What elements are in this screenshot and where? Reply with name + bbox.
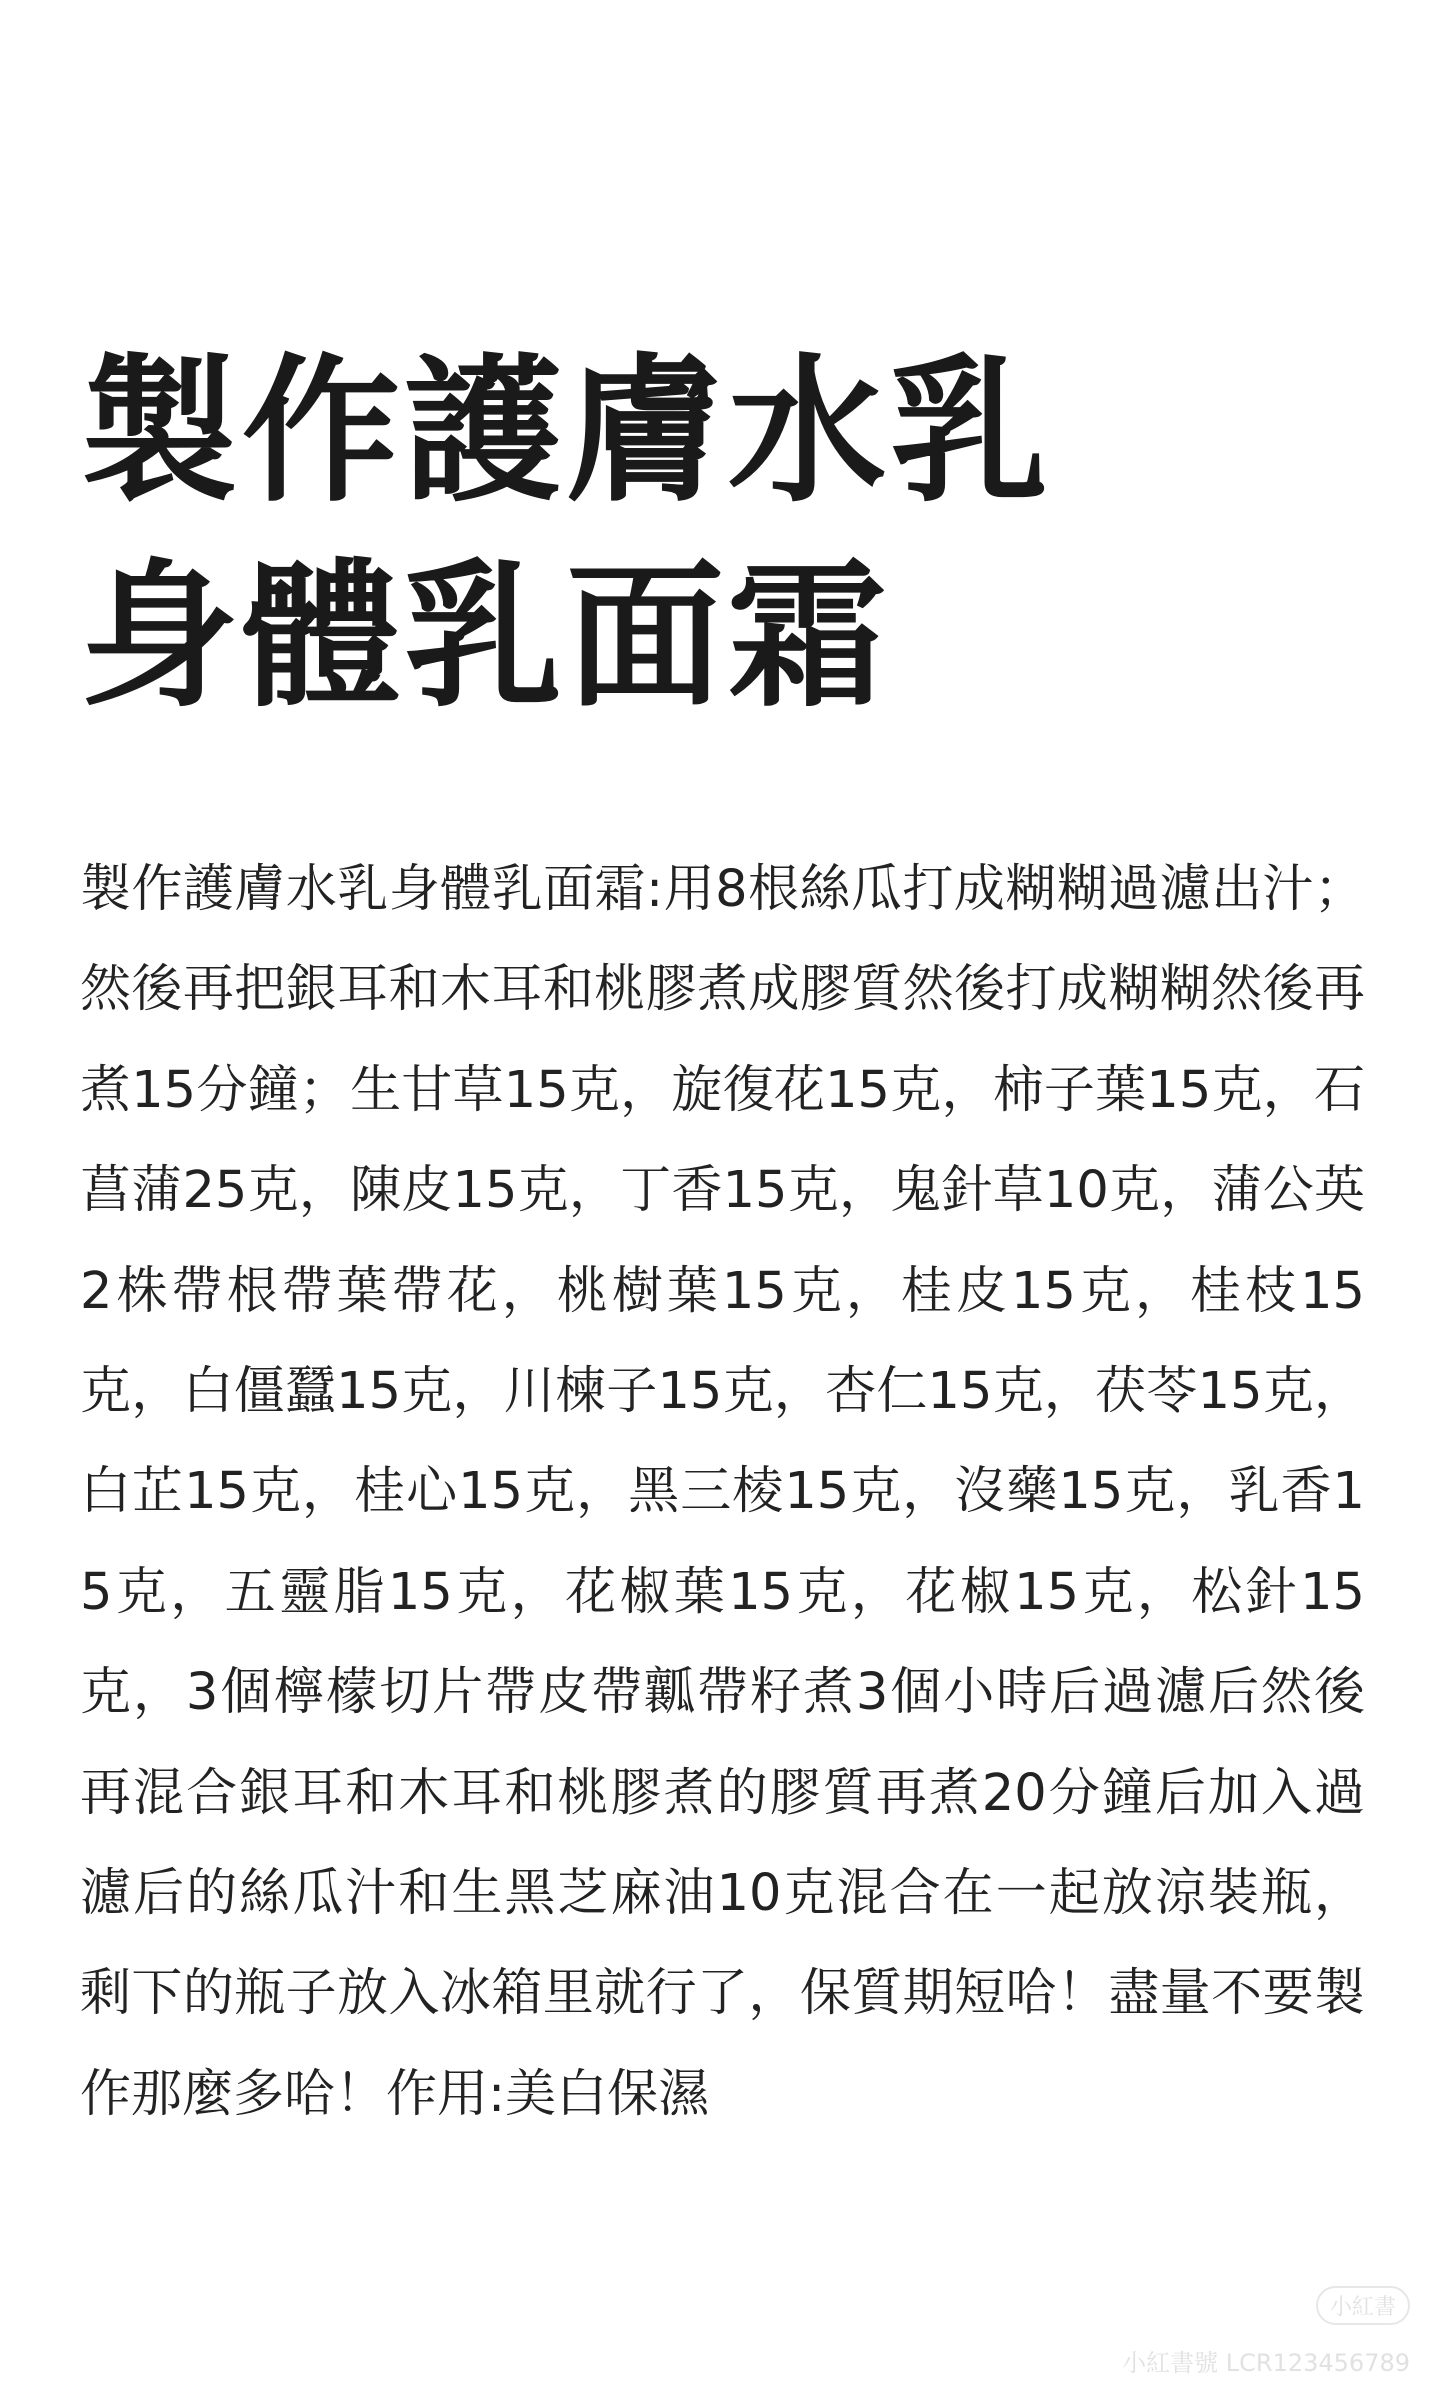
post-title (80, 330, 1360, 740)
watermark (1122, 2286, 1410, 2378)
title-line-1: 製作護膚水乳 (80, 340, 1052, 524)
watermark-text: 小紅書號 LCR123456789 (1122, 2349, 1410, 2377)
title-line-2: 身體乳面霜 (80, 545, 890, 729)
watermark-logo: 小紅書 (1316, 2286, 1410, 2325)
post-body: 製作護膚水乳身體乳面霜:用8根絲瓜打成糊糊過濾出汁；然後再把銀耳和木耳和桃膠煮成膠質然後打成糊糊然後再煮15分鐘；生甘草15克，旋復花15克，柿子葉15克，石菖蒲25克，陳皮15克，丁香15克，鬼針草10克，蒲公英2株帶根帶葉帶花，桃樹葉15克，桂皮15克，桂枝15克，白僵蠶15克，川楝子15克，杏仁15克，茯苓15克，白芷15克，桂心15克，黑三棱15克，沒藥15克，乳香15克，五靈脂15克，花椒葉15克，花椒15克，松針15克，3個檸檬切片帶皮帶瓤帶籽煮3個小時后過濾后然後再混合銀耳和木耳和桃膠煮的膠質再煮20分鐘后加入過濾后的絲瓜汁和生黑芝麻油10克混合在一起放涼裝瓶，剩下的瓶子放入冰箱里就行了，保質期短哈！盡量不要製作那麼多哈！作用:美白保濕 (80, 860, 1365, 2124)
